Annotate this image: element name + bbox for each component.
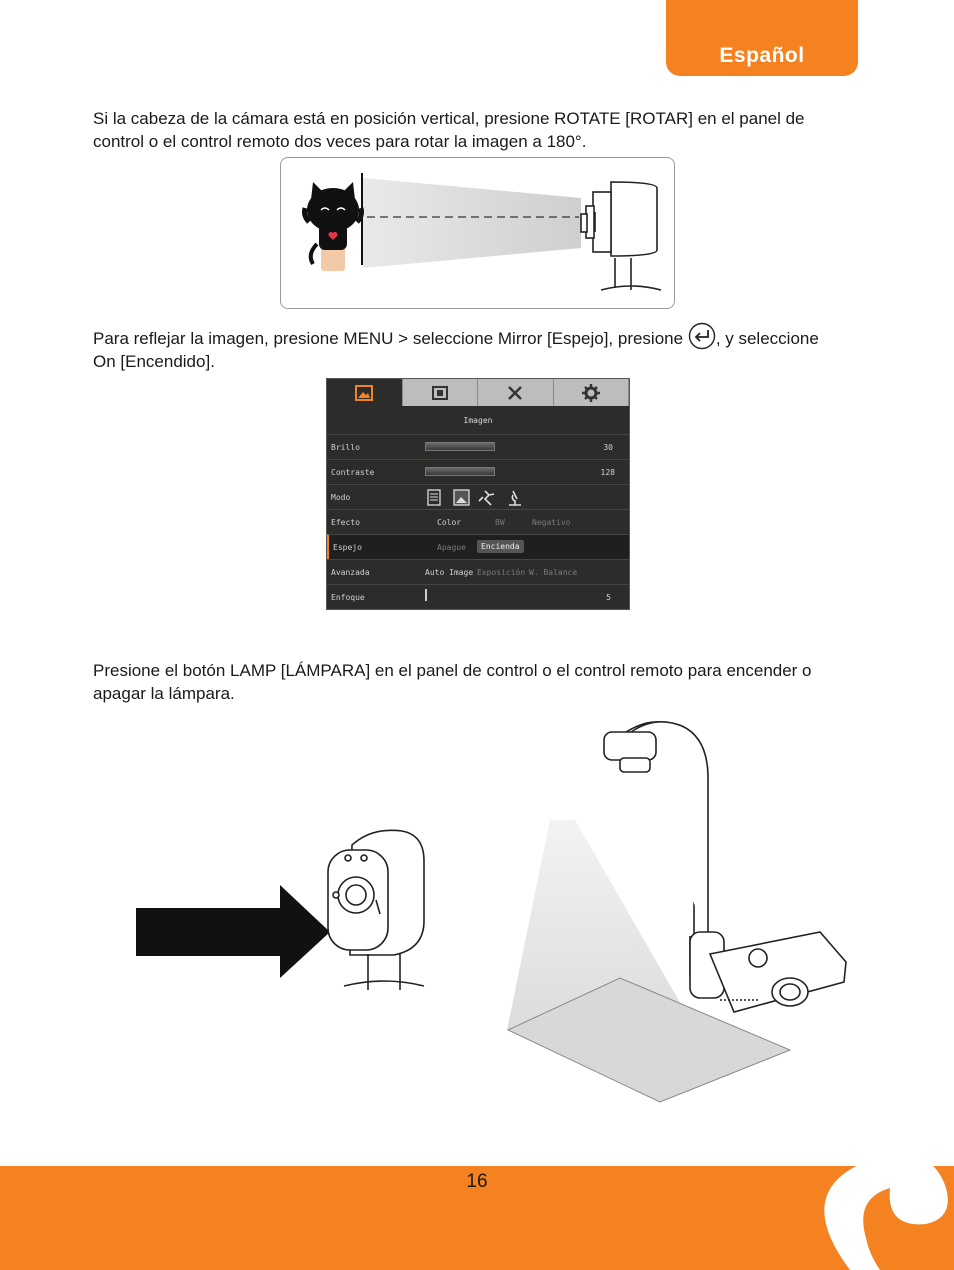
mirror-instruction-start: Para reflejar la imagen, presione MENU > seleccione Mirror [Espejo], presione (93, 329, 684, 348)
osd-row-modo[interactable] (327, 484, 629, 510)
osd-label: Espejo (333, 543, 362, 552)
enfoque-marker[interactable] (425, 589, 427, 601)
rotate-diagram (281, 158, 676, 310)
language-label: Español (719, 44, 805, 67)
osd-option[interactable]: Apague (437, 543, 466, 552)
camera-head-closeup (328, 830, 424, 990)
arrow-icon (136, 885, 330, 978)
contraste-slider[interactable] (425, 467, 495, 476)
gear-icon (582, 384, 600, 402)
osd-option[interactable]: Color (437, 518, 462, 527)
rotate-illustration (280, 157, 675, 309)
tab-settings[interactable] (554, 379, 630, 406)
osd-label: Enfoque (331, 593, 365, 602)
camera-head-icon (581, 182, 661, 290)
osd-row-enfoque[interactable] (327, 584, 629, 610)
osd-row-espejo[interactable] (327, 534, 630, 560)
osd-option-selected[interactable]: Encienda (477, 540, 524, 553)
page-number: 16 (466, 1171, 488, 1192)
tab-storage[interactable] (403, 379, 479, 406)
osd-label: Modo (331, 493, 351, 502)
osd-label: Contraste (331, 468, 375, 477)
cat-icon (305, 182, 362, 271)
osd-row-efecto[interactable] (327, 509, 629, 535)
tab-image[interactable] (327, 379, 403, 406)
osd-label: Brillo (331, 443, 360, 452)
tab-tools[interactable] (478, 379, 554, 406)
mirror-instruction (93, 327, 843, 373)
rotate-instruction: Si la cabeza de la cámara está en posición vertical, presione ROTATE [ROTAR] en el panel de control o el control remoto dos veces para rotar la imagen a 180°. (93, 109, 805, 151)
mirror-instruction-end: , y seleccione On [Encendido]. (93, 329, 819, 371)
document-mode-icon (428, 490, 440, 505)
motion-mode-icon (479, 491, 494, 505)
microscope-mode-icon (509, 491, 521, 505)
brand-logo-icon (740, 1150, 954, 1270)
osd-value: 128 (600, 468, 615, 477)
osd-row-brillo[interactable] (327, 434, 629, 460)
osd-value: 5 (606, 593, 611, 602)
language-tab (666, 0, 858, 76)
tools-icon (506, 385, 524, 401)
osd-value: 30 (603, 443, 613, 452)
osd-label: Efecto (331, 518, 360, 527)
image-icon (355, 385, 373, 401)
osd-row-avanzada[interactable] (327, 559, 629, 585)
picture-mode-icon (454, 490, 469, 505)
storage-icon (431, 385, 449, 401)
lamp-instruction: Presione el botón LAMP [LÁMPARA] en el panel de control o el control remoto para encender o apagar la lámpara. (93, 661, 812, 703)
enter-icon (688, 322, 716, 350)
osd-option[interactable]: Auto Image (425, 568, 474, 577)
osd-tabs (327, 379, 629, 406)
osd-option[interactable]: W. Balance (529, 568, 578, 577)
lamp-illustration (130, 710, 850, 1110)
osd-menu (326, 378, 630, 610)
osd-option[interactable]: BW (495, 518, 505, 527)
osd-title: Imagen (463, 416, 493, 425)
osd-row-contraste[interactable] (327, 459, 629, 485)
light-beam (363, 178, 581, 268)
osd-label: Avanzada (331, 568, 370, 577)
osd-option[interactable]: Negativo (532, 518, 571, 527)
osd-option[interactable]: Exposición (477, 568, 526, 577)
mode-icons[interactable] (427, 489, 527, 507)
brillo-slider[interactable] (425, 442, 495, 451)
